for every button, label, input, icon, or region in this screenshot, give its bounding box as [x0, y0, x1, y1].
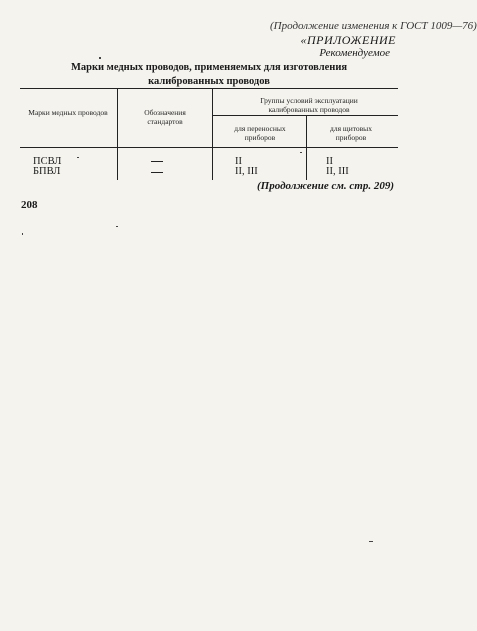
- header-portable-devices: для переносных приборов: [234, 124, 286, 142]
- table-header-bottom-rule: [20, 147, 398, 148]
- row-standard-dash: [151, 172, 163, 173]
- scan-speck: [77, 157, 79, 158]
- row-portable-group: II, III: [235, 166, 258, 177]
- table-title-line-1: Марки медных проводов, применяемых для изготовления: [70, 62, 348, 73]
- column-divider-1: [117, 88, 118, 180]
- scan-speck: [300, 152, 302, 153]
- table-top-rule: [20, 88, 398, 89]
- appendix-note: Рекомендуемое: [319, 47, 390, 59]
- header-panel-devices: для щитовых приборов: [330, 124, 372, 142]
- header-operating-groups: Группы условий эксплуатации калиброванных проводов: [260, 96, 358, 114]
- table-title-line-2: калиброванных проводов: [148, 76, 270, 87]
- row-wire-grade: БПВЛ: [33, 166, 61, 177]
- row-wire-grade: ПСВЛ: [33, 156, 62, 167]
- page-number: 208: [21, 199, 38, 211]
- header-standard-designation: Обозначения стандартов: [144, 108, 186, 126]
- scan-speck: [99, 57, 101, 59]
- appendix-title: «ПРИЛОЖЕНИЕ: [300, 33, 396, 47]
- scan-speck: [116, 226, 118, 227]
- row-portable-group: II: [235, 156, 242, 167]
- scan-speck: [22, 233, 23, 235]
- scan-speck: [369, 541, 373, 542]
- continuation-note: (Продолжение см. стр. 209): [257, 180, 394, 192]
- table-title: [20, 61, 398, 89]
- row-panel-group: II: [326, 156, 333, 167]
- column-divider-2: [212, 88, 213, 180]
- column-divider-3: [306, 115, 307, 180]
- header-continuation-line: (Продолжение изменения к ГОСТ 1009—76): [270, 20, 477, 32]
- header-wire-grade: Марки медных проводов: [28, 108, 108, 117]
- row-standard-dash: [151, 161, 163, 162]
- row-panel-group: II, III: [326, 166, 349, 177]
- group-split-rule: [212, 115, 398, 116]
